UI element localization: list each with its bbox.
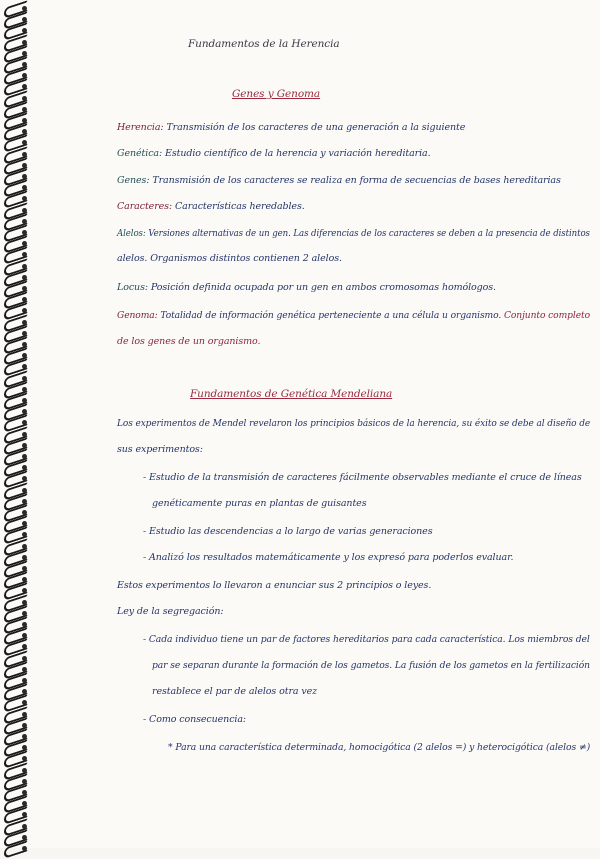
punch-hole	[22, 443, 27, 448]
punch-hole	[22, 230, 27, 235]
punch-hole	[22, 667, 27, 672]
punch-hole	[22, 846, 27, 851]
definition-text: Estudio científico de la herencia y variación hereditaria.	[165, 148, 431, 159]
punch-hole	[22, 790, 27, 795]
punch-hole	[22, 622, 27, 627]
definition-text: Características heredables.	[174, 201, 305, 212]
punch-hole	[22, 734, 27, 739]
definition-caracteres	[117, 201, 305, 212]
punch-hole	[22, 656, 27, 661]
punch-hole	[22, 62, 27, 67]
punch-hole	[22, 275, 27, 280]
punch-hole	[22, 40, 27, 45]
definition-text: Posición definida ocupada por un gen en ambos cromosomas homólogos.	[150, 282, 496, 293]
definition-locus	[117, 282, 496, 293]
punch-hole	[22, 219, 27, 224]
punch-hole	[22, 107, 27, 112]
punch-hole	[22, 566, 27, 571]
punch-hole	[22, 611, 27, 616]
bullet-item-cont: par se separan durante la formación de los gametos. La fusión de los gametos en la fertilización	[152, 660, 590, 671]
body-line: Los experimentos de Mendel revelaron los principios básicos de la herencia, su éxito se debe al diseño de	[117, 418, 591, 429]
punch-hole	[22, 835, 27, 840]
punch-hole	[22, 376, 27, 381]
punch-hole	[22, 723, 27, 728]
term-label: Genes:	[117, 175, 150, 186]
punch-hole	[22, 264, 27, 269]
definition-genoma	[117, 310, 590, 321]
bullet-item: - Analizó los resultados matemáticamente y los expresó para poderlos evaluar.	[143, 552, 514, 563]
term-label: Alelos:	[117, 228, 146, 239]
punch-hole	[22, 678, 27, 683]
punch-hole	[22, 768, 27, 773]
definition-text: Transmisión de los caracteres de una generación a la siguiente	[166, 122, 466, 133]
definition-genes	[117, 175, 561, 186]
sub-bullet-item: * Para una característica determinada, homocigótica (2 alelos =) y heterocigótica (alelos ≠)	[168, 742, 591, 753]
bullet-item: - Cada individuo tiene un par de factores hereditarios para cada característica. Los miembros del	[143, 634, 590, 645]
definition-genoma-cont	[117, 336, 260, 347]
term-label: Genética:	[117, 148, 163, 159]
punch-hole	[22, 499, 27, 504]
punch-hole	[22, 51, 27, 56]
bullet-item-cont: restablece el par de alelos otra vez	[152, 686, 318, 697]
bullet-item: - Como consecuencia:	[143, 714, 247, 725]
punch-hole	[22, 398, 27, 403]
punch-hole	[22, 600, 27, 605]
term-label: Locus:	[117, 282, 148, 293]
spiral-binding	[0, 0, 34, 848]
punch-hole	[22, 152, 27, 157]
definition-alelos	[117, 228, 590, 239]
body-line: Estos experimentos lo llevaron a enunciar sus 2 principios o leyes.	[117, 580, 432, 591]
punch-hole	[22, 342, 27, 347]
punch-hole	[22, 174, 27, 179]
punch-hole	[22, 118, 27, 123]
punch-hole	[22, 555, 27, 560]
bullet-item: - Estudio de la transmisión de caracteres fácilmente observables mediante el cruce de líneas	[143, 472, 582, 483]
punch-hole	[22, 510, 27, 515]
punch-hole	[22, 387, 27, 392]
punch-hole	[22, 544, 27, 549]
definition-text: Transmisión de los caracteres se realiza en forma de secuencias de bases hereditarias	[152, 175, 561, 186]
bullet-item: - Estudio las descendencias a lo largo de varias generaciones	[143, 526, 433, 537]
punch-hole	[22, 432, 27, 437]
definition-genetica	[117, 148, 431, 159]
punch-hole	[22, 320, 27, 325]
definition-herencia	[117, 122, 465, 133]
punch-hole	[22, 208, 27, 213]
punch-hole	[22, 286, 27, 291]
page-title: Fundamentos de la Herencia	[188, 38, 340, 50]
term-label: Caracteres:	[117, 201, 173, 212]
punch-hole	[22, 779, 27, 784]
term-label: Herencia:	[117, 122, 164, 133]
section-heading-mendel: Fundamentos de Genética Mendeliana	[190, 388, 393, 400]
punch-hole	[22, 6, 27, 11]
subheading-ley: Ley de la segregación:	[117, 606, 224, 617]
bullet-item-cont: genéticamente puras en plantas de guisantes	[152, 498, 367, 509]
definition-text: Versiones alternativas de un gen. Las diferencias de los caracteres se deben a la presencia de distintos	[148, 228, 590, 239]
definition-text: de los genes de un organismo.	[117, 336, 261, 347]
definition-text: alelos. Organismos distintos contienen 2 alelos.	[117, 253, 342, 264]
punch-hole	[22, 163, 27, 168]
definition-text: Totalidad de información genética perteneciente a una célula u organismo.	[160, 310, 502, 321]
punch-hole	[22, 96, 27, 101]
punch-hole	[22, 488, 27, 493]
punch-hole	[22, 824, 27, 829]
punch-hole	[22, 331, 27, 336]
punch-hole	[22, 712, 27, 717]
definition-alelos-cont	[117, 253, 342, 264]
body-line: sus experimentos:	[117, 444, 203, 455]
definition-extra: Conjunto completo	[503, 310, 591, 321]
punch-hole	[22, 454, 27, 459]
term-label: Genoma:	[117, 310, 158, 321]
section-heading-genes: Genes y Genoma	[232, 88, 321, 100]
